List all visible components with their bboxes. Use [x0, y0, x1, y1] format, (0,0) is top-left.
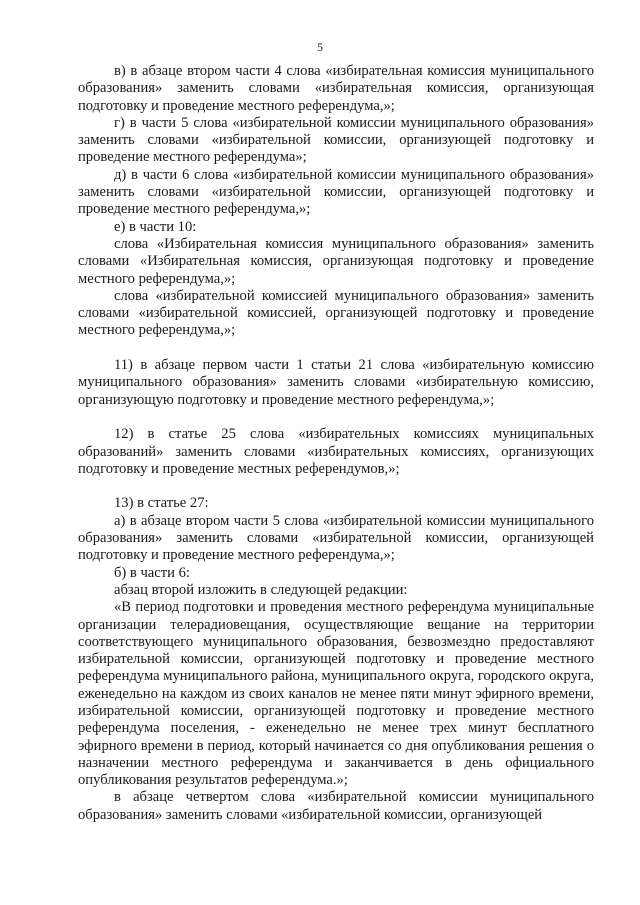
paragraph-g: г) в части 5 слова «избирательной комиссии муниципального образования» заменить словами «избирательной комиссии, организующей подготовку и проведение местного референдума»; [78, 114, 594, 166]
paragraph-v: в) в абзаце втором части 4 слова «избирательная комиссия муниципального образования» заменить словами «избирательная комиссия, организующая подготовку и проведение местного референдума,»; [78, 63, 594, 114]
paragraph-13-b: б) в части 6: [114, 564, 190, 581]
paragraph-12: 12) в статье 25 слова «избирательных комиссиях муниципальных образований» заменить словами «избирательных комиссиях, организующих подготовку и проведение местных референдумов,»; [78, 426, 594, 477]
paragraph-gap [78, 478, 594, 495]
paragraph-d: д) в части 6 слова «избирательной комиссии муниципального образования» заменить словами «избирательной комиссии, организующей подготовку и проведение местного референдума,»; [78, 166, 594, 218]
paragraph-11: 11) в абзаце первом части 1 статьи 21 слова «избирательную комиссию муниципального образования» заменить словами «избирательную комиссию, организующую подготовку и проведение местного референдума,»; [78, 357, 594, 408]
paragraph-gap [78, 409, 594, 426]
paragraph-13-a: а) в абзаце втором части 5 слова «избирательной комиссии муниципального образования» заменить словами «избирательной комиссии, организующей подготовку и проведение местного референдума,»; [78, 512, 594, 564]
paragraph-13: 13) в статье 27: [114, 495, 209, 512]
paragraph-e: е) в части 10: [114, 218, 197, 235]
document-body [78, 63, 594, 824]
page-number: 5 [317, 40, 323, 54]
paragraph-13-b-quote: «В период подготовки и проведения местного референдума муниципальные организации телерадиовещания, осуществляющие вещание на территории соответствующего муниципального образования, безвозмездно предоставляют избирательной комиссии, организующей подготовку и проведение местного референдума муниципального района, муниципального округа, городского округа, еженедельно на каждом из своих каналов не менее пяти минут эфирного времени, избирательной комиссии, организующей подготовку и проведение местного референдума поселения, - еженедельно не менее трех минут бесплатного эфирного времени в период, который начинается со дня опубликования решения о назначении местного референдума и заканчивается в день официального опубликования результатов референдума.»; [78, 599, 594, 789]
paragraph-13-b-1: абзац второй изложить в следующей редакции: [114, 581, 408, 598]
paragraph-13-b-2: в абзаце четвертом слова «избирательной комиссии муниципального образования» заменить словами «избирательной комиссии, организующей [78, 789, 594, 823]
paragraph-e-2: слова «избирательной комиссией муниципального образования» заменить словами «избирательной комиссией, организующей подготовку и проведение местного референдума,»; [78, 287, 594, 339]
paragraph-e-1: слова «Избирательная комиссия муниципального образования» заменить словами «Избирательная комиссия, организующая подготовку и проведение местного референдума,»; [78, 235, 594, 287]
paragraph-gap [78, 340, 594, 357]
